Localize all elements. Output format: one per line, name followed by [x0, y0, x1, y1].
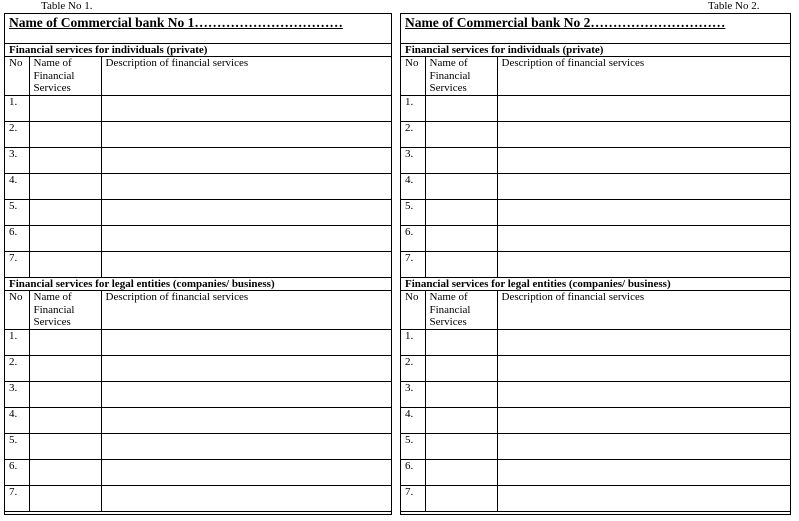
col-header-description: Description of financial services: [101, 57, 391, 96]
service-description-cell[interactable]: [101, 122, 391, 148]
service-description-cell[interactable]: [101, 174, 391, 200]
service-name-cell[interactable]: [29, 434, 101, 460]
row-number: 6.: [5, 226, 29, 252]
service-description-cell[interactable]: [497, 252, 790, 278]
table-caption-1: Table No 1.: [41, 0, 93, 12]
col-header-name: Name of Financial Services: [425, 57, 497, 96]
service-name-cell[interactable]: [425, 486, 497, 512]
service-name-cell[interactable]: [425, 174, 497, 200]
row-number: 2.: [401, 122, 425, 148]
service-name-cell[interactable]: [425, 408, 497, 434]
row-number: 3.: [401, 382, 425, 408]
row-number: 3.: [401, 148, 425, 174]
service-name-cell[interactable]: [29, 408, 101, 434]
service-name-cell[interactable]: [29, 174, 101, 200]
col-header-name: Name of Financial Services: [425, 291, 497, 330]
col-header-description: Description of financial services: [497, 291, 790, 330]
row-number: 7.: [5, 252, 29, 278]
service-description-cell[interactable]: [497, 174, 790, 200]
row-number: 6.: [401, 226, 425, 252]
individuals-section-heading: Financial services for individuals (private): [401, 44, 790, 57]
service-description-cell[interactable]: [497, 382, 790, 408]
row-number: 5.: [5, 200, 29, 226]
row-number: 3.: [5, 382, 29, 408]
row-number: 4.: [401, 408, 425, 434]
row-number: 2.: [5, 356, 29, 382]
service-description-cell[interactable]: [101, 96, 391, 122]
row-number: 4.: [401, 174, 425, 200]
col-header-description: Description of financial services: [101, 291, 391, 330]
individuals-section-heading: Financial services for individuals (private): [5, 44, 391, 57]
col-header-description: Description of financial services: [497, 57, 790, 96]
row-number: 7.: [401, 486, 425, 512]
row-number: 1.: [401, 96, 425, 122]
row-number: 6.: [5, 460, 29, 486]
col-header-no: No: [5, 57, 29, 96]
bank-1-form: [4, 13, 392, 515]
row-number: 4.: [5, 408, 29, 434]
service-description-cell[interactable]: [497, 148, 790, 174]
service-name-cell[interactable]: [29, 252, 101, 278]
service-name-cell[interactable]: [425, 226, 497, 252]
row-number: 2.: [5, 122, 29, 148]
service-description-cell[interactable]: [101, 200, 391, 226]
service-description-cell[interactable]: [101, 486, 391, 512]
col-header-no: No: [5, 291, 29, 330]
service-name-cell[interactable]: [29, 96, 101, 122]
service-description-cell[interactable]: [101, 148, 391, 174]
service-description-cell[interactable]: [497, 408, 790, 434]
bank-1-title: Name of Commercial bank No 1……………………………: [9, 15, 343, 30]
service-name-cell[interactable]: [29, 356, 101, 382]
col-header-no: No: [401, 57, 425, 96]
col-header-name: Name of Financial Services: [29, 57, 101, 96]
row-number: 5.: [401, 200, 425, 226]
row-number: 7.: [401, 252, 425, 278]
service-description-cell[interactable]: [101, 434, 391, 460]
legal-section-heading: Financial services for legal entities (companies/ business): [401, 278, 790, 291]
service-name-cell[interactable]: [425, 434, 497, 460]
row-number: 6.: [401, 460, 425, 486]
service-description-cell[interactable]: [101, 330, 391, 356]
service-description-cell[interactable]: [497, 434, 790, 460]
table-caption-2: Table No 2.: [708, 0, 760, 12]
service-name-cell[interactable]: [29, 226, 101, 252]
service-description-cell[interactable]: [101, 382, 391, 408]
service-name-cell[interactable]: [29, 200, 101, 226]
service-name-cell[interactable]: [425, 382, 497, 408]
service-description-cell[interactable]: [497, 226, 790, 252]
service-name-cell[interactable]: [425, 330, 497, 356]
service-name-cell[interactable]: [425, 252, 497, 278]
row-number: 3.: [5, 148, 29, 174]
service-description-cell[interactable]: [101, 408, 391, 434]
service-name-cell[interactable]: [29, 382, 101, 408]
service-name-cell[interactable]: [425, 356, 497, 382]
row-number: 5.: [401, 434, 425, 460]
row-number: 5.: [5, 434, 29, 460]
row-number: 2.: [401, 356, 425, 382]
row-number: 1.: [401, 330, 425, 356]
col-header-no: No: [401, 291, 425, 330]
service-description-cell[interactable]: [101, 460, 391, 486]
service-name-cell[interactable]: [29, 122, 101, 148]
service-description-cell[interactable]: [497, 486, 790, 512]
service-description-cell[interactable]: [101, 226, 391, 252]
service-name-cell[interactable]: [425, 122, 497, 148]
bank-2-table: [401, 14, 790, 512]
service-description-cell[interactable]: [497, 460, 790, 486]
col-header-name: Name of Financial Services: [29, 291, 101, 330]
service-description-cell[interactable]: [101, 356, 391, 382]
service-name-cell[interactable]: [29, 486, 101, 512]
row-number: 4.: [5, 174, 29, 200]
row-number: 1.: [5, 96, 29, 122]
service-name-cell[interactable]: [29, 148, 101, 174]
row-number: 7.: [5, 486, 29, 512]
bank-2-title: Name of Commercial bank No 2…………………………: [405, 15, 726, 30]
service-description-cell[interactable]: [497, 122, 790, 148]
service-description-cell[interactable]: [101, 252, 391, 278]
service-name-cell[interactable]: [425, 460, 497, 486]
bank-1-table: [5, 14, 391, 512]
service-name-cell[interactable]: [29, 330, 101, 356]
service-name-cell[interactable]: [425, 96, 497, 122]
service-description-cell[interactable]: [497, 356, 790, 382]
legal-section-heading: Financial services for legal entities (companies/ business): [5, 278, 391, 291]
service-description-cell[interactable]: [497, 96, 790, 122]
service-name-cell[interactable]: [425, 148, 497, 174]
bank-2-form: [400, 13, 791, 515]
service-name-cell[interactable]: [29, 460, 101, 486]
service-description-cell[interactable]: [497, 200, 790, 226]
row-number: 1.: [5, 330, 29, 356]
service-description-cell[interactable]: [497, 330, 790, 356]
service-name-cell[interactable]: [425, 200, 497, 226]
